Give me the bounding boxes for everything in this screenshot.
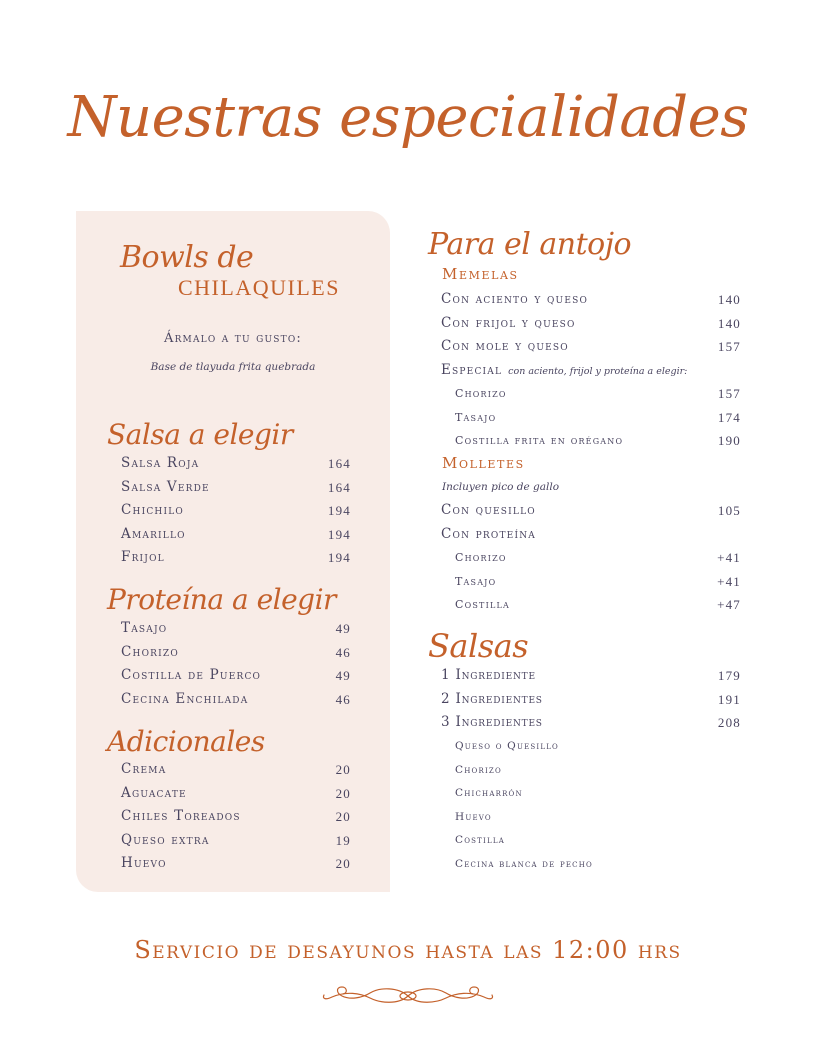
molletes-title: Molletes	[442, 454, 525, 472]
menu-item	[121, 829, 351, 853]
adicionales-section-title: Adicionales	[107, 725, 265, 758]
menu-item-price: 46	[335, 644, 351, 660]
salsa-section-title: Salsa a elegir	[107, 418, 293, 451]
salsa-list	[121, 452, 351, 570]
menu-item-name: Queso extra	[121, 831, 210, 848]
menu-item	[455, 429, 741, 453]
menu-item-price: +41	[717, 573, 741, 589]
menu-item	[455, 593, 741, 617]
menu-item	[441, 335, 741, 359]
menu-item-name: Chicharrón	[455, 787, 523, 799]
menu-item-price: 164	[327, 456, 351, 471]
bowls-heading: Bowls de	[120, 240, 254, 275]
menu-item-name: Chorizo	[455, 387, 507, 400]
menu-item	[455, 782, 741, 806]
menu-item	[121, 452, 351, 476]
menu-item	[455, 853, 741, 877]
menu-item-price: 49	[335, 668, 351, 683]
menu-item	[455, 406, 741, 430]
base-description: Base de tlayuda frita quebrada	[150, 361, 316, 373]
menu-item-name: Salsa Roja	[121, 455, 200, 471]
menu-item	[121, 499, 351, 523]
menu-item	[455, 735, 741, 759]
menu-item-price: 49	[335, 621, 351, 636]
menu-item	[121, 805, 351, 829]
breakfast-service-note: Servicio de desayunos hasta las 12:00 hrs	[134, 936, 682, 964]
menu-item-price: 140	[717, 292, 741, 307]
menu-item	[121, 782, 351, 806]
salsas-title: Salsas	[428, 627, 529, 665]
menu-item-price: +47	[717, 597, 741, 612]
menu-item-name: Chorizo	[121, 643, 179, 660]
ingredientes-list	[441, 664, 741, 735]
menu-item-price: 105	[717, 503, 741, 518]
menu-item-name: Chorizo	[455, 551, 507, 564]
menu-item-name: Amarillo	[121, 525, 186, 542]
menu-item-price: 46	[335, 691, 351, 707]
menu-item	[441, 688, 741, 712]
menu-item-price: +41	[717, 550, 741, 565]
menu-item-name: Cecina blanca de pecho	[455, 857, 593, 870]
especial-label: Especial	[441, 362, 503, 378]
menu-item	[121, 852, 351, 876]
menu-item	[121, 641, 351, 665]
menu-item	[121, 617, 351, 641]
menu-item-name: Chichilo	[121, 502, 184, 518]
menu-item-price: 194	[327, 503, 351, 518]
menu-item-price: 191	[717, 691, 741, 707]
menu-item	[121, 476, 351, 500]
menu-item-name: Con proteína	[441, 525, 536, 542]
memelas-list	[441, 288, 741, 359]
menu-item-price: 20	[335, 785, 351, 801]
menu-item	[121, 523, 351, 547]
menu-item-name: Salsa Verde	[121, 478, 210, 495]
menu-item	[121, 688, 351, 712]
menu-item-name: Costilla de Puerco	[121, 667, 262, 683]
menu-item-name: Frijol	[121, 549, 165, 565]
menu-item-price: 20	[335, 762, 351, 777]
menu-item-name: Aguacate	[121, 784, 187, 801]
menu-item-price: 174	[717, 409, 741, 425]
menu-item	[455, 759, 741, 783]
menu-item-price: 164	[327, 479, 351, 495]
menu-item-name: Chorizo	[455, 763, 502, 776]
menu-item-name: Costilla	[455, 834, 505, 846]
menu-item-price: 140	[717, 315, 741, 331]
molletes-note: Incluyen pico de gallo	[442, 481, 560, 493]
especial-list	[455, 382, 741, 453]
menu-item-price: 20	[335, 856, 351, 871]
menu-item-price: 19	[335, 832, 351, 848]
menu-item-price: 179	[717, 668, 741, 683]
menu-item	[441, 711, 741, 735]
especial-row	[441, 359, 687, 383]
menu-item	[455, 829, 741, 853]
menu-item	[455, 382, 741, 406]
para-el-antojo-title: Para el antojo	[428, 227, 632, 262]
menu-item-price: 208	[717, 715, 741, 730]
memelas-title: Memelas	[442, 265, 519, 283]
menu-item-price: 20	[335, 809, 351, 824]
molletes-list	[441, 499, 741, 546]
menu-item-name: Queso o Quesillo	[455, 740, 559, 752]
menu-item-name: Chiles Toreados	[121, 808, 241, 824]
chilaquiles-heading: CHILAQUILES	[178, 275, 340, 300]
menu-item-price: 194	[327, 526, 351, 542]
menu-item-name: Crema	[121, 761, 167, 777]
molletes-proteina-list	[455, 546, 741, 617]
menu-item	[121, 758, 351, 782]
menu-item-name: Huevo	[121, 855, 167, 871]
menu-item	[455, 806, 741, 830]
menu-item	[441, 499, 741, 523]
menu-item	[441, 288, 741, 312]
menu-item-name: Con quesillo	[441, 502, 536, 518]
menu-item-name: Tasajo	[455, 574, 497, 588]
menu-item	[455, 546, 741, 570]
especial-note: con aciento, frijol y proteína a elegir:	[508, 366, 688, 377]
page-title: Nuestras especialidades	[67, 85, 749, 150]
menu-item-price: 157	[717, 339, 741, 354]
menu-item-name: Tasajo	[121, 620, 168, 636]
menu-item-name: Costilla frita en orégano	[455, 434, 624, 447]
menu-item	[121, 546, 351, 570]
menu-item-name: Con mole y queso	[441, 338, 569, 354]
menu-item-price: 190	[717, 433, 741, 448]
menu-item-name: Cecina Enchilada	[121, 690, 249, 707]
flourish-divider-icon	[318, 981, 498, 1011]
adicionales-list	[121, 758, 351, 876]
build-your-own-label: Ármalo a tu gusto:	[163, 331, 303, 346]
ingredientes-options-list	[455, 735, 741, 876]
menu-item-name: Con aciento y queso	[441, 291, 589, 307]
menu-item-name: Tasajo	[455, 410, 497, 424]
menu-item-price: 157	[717, 386, 741, 401]
menu-item-name: 1 Ingrediente	[441, 667, 536, 683]
menu-item-name: Costilla	[455, 598, 510, 611]
menu-item-price: 194	[327, 550, 351, 565]
proteina-list	[121, 617, 351, 711]
menu-item-name: 3 Ingredientes	[441, 714, 543, 730]
menu-item	[441, 312, 741, 336]
menu-item	[455, 570, 741, 594]
menu-item-name: Con frijol y queso	[441, 314, 576, 331]
menu-item	[441, 664, 741, 688]
menu-item	[441, 523, 741, 547]
proteina-section-title: Proteína a elegir	[107, 583, 336, 616]
menu-item-name: Huevo	[455, 810, 492, 823]
menu-item	[121, 664, 351, 688]
menu-item-name: 2 Ingredientes	[441, 690, 543, 707]
